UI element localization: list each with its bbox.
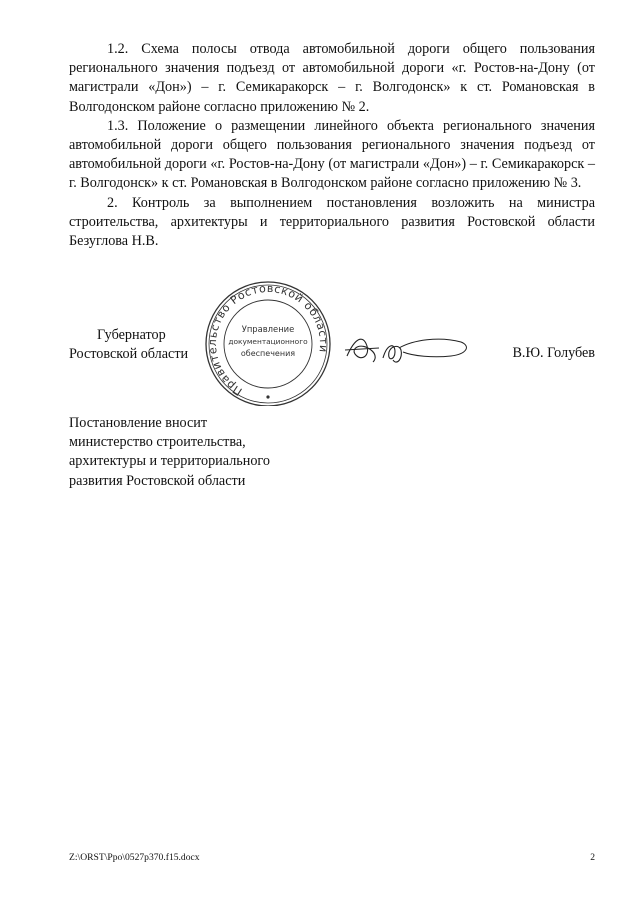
page-number: 2 <box>590 852 595 863</box>
signatory-name: В.Ю. Голубев <box>512 345 595 361</box>
paragraph-1-3: 1.3. Положение о размещении линейного объекта регионального значения автомобильной дороги общего пользования регионального значения подъезд от автомобильной дороги «г. Ростов-на-Дону (от магистрали «Дон») – г. Семикаракорск – г. Волгодонск» к ст. Романовская в Волгодонском районе согласно приложению № 3. <box>69 117 595 192</box>
signatory-title-line2: Ростовской области <box>69 346 189 362</box>
handwritten-signature <box>343 328 473 368</box>
paragraph-1-2: 1.2. Схема полосы отвода автомобильной дороги общего пользования регионального значения подъезд от автомобильной дороги «г. Ростов-на-Дону (от магистрали «Дон») – г. Семикаракорск – г. Волгодонск» к ст. Романовская в Волгодонском районе согласно приложению № 2. <box>69 41 595 115</box>
submitter-line4: развития Ростовской области <box>69 472 246 489</box>
signatory-title <box>69 326 188 364</box>
footer-file-path: Z:\ORST\Ppo\0527p370.f15.docx <box>69 852 200 863</box>
signature-block <box>69 278 595 408</box>
official-seal <box>203 278 333 406</box>
signatory-title-line1: Губернатор <box>97 327 166 343</box>
submitter-line3: архитектуры и территориального <box>69 453 270 470</box>
seal-inner-line1: Управление <box>241 324 295 334</box>
seal-inner-line3: обеспечения <box>240 349 296 358</box>
submitter-line2: министерство строительства, <box>69 434 246 451</box>
submitter-note <box>69 414 270 491</box>
seal-inner-line2: документационного <box>228 337 308 346</box>
paragraph-2: 2. Контроль за выполнением постановления возложить на министра строительства, архитектуры и территориального развития Ростовской области Безуглова Н.В. <box>69 194 595 250</box>
submitter-line1: Постановление вносит <box>69 415 208 431</box>
seal-outer-text: Правительство Ростовской области <box>205 281 331 399</box>
document-body <box>69 40 595 251</box>
